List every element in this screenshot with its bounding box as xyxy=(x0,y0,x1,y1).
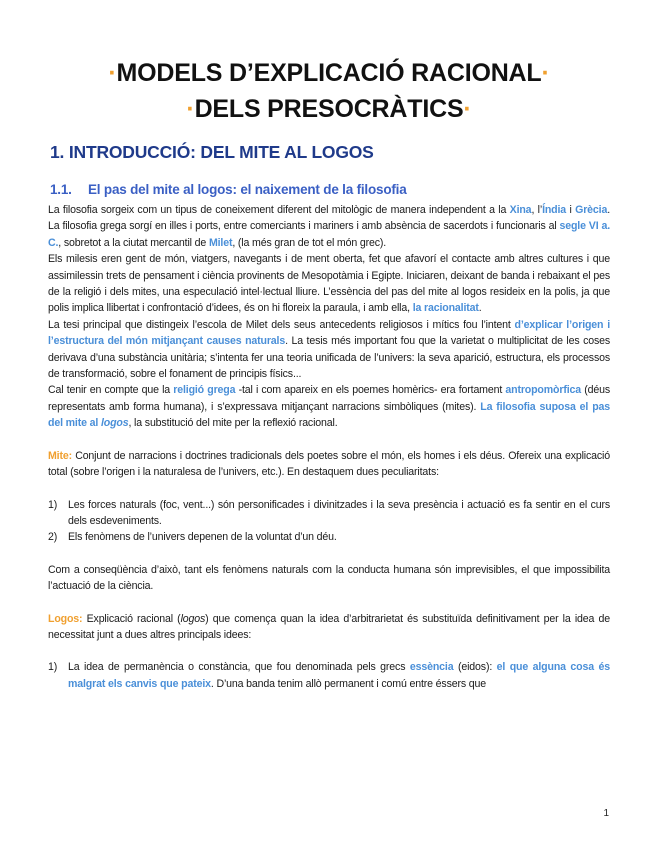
highlight-explicar: d’explicar l’origen i l’estructura del món mitjançant causes naturals xyxy=(48,318,610,348)
highlight-antropomorfica: antropomòrfica xyxy=(505,384,581,397)
text: -tal i com apareix en els poemes homèrics- era fortament xyxy=(235,384,506,397)
text: Explicació racional ( xyxy=(82,612,181,625)
subsection-title: El pas del mite al logos: el naixement de la filosofia xyxy=(88,182,407,197)
text: La idea de permanència o constància, que fou denominada pels grecs xyxy=(68,661,410,674)
section-heading: 1. INTRODUCCIÓ: DEL MITE AL LOGOS xyxy=(50,142,374,162)
title-text-1: MODELS D’EXPLICACIÓ RACIONAL xyxy=(116,59,542,87)
list-item xyxy=(48,497,610,530)
text: La filosofia suposa el pas del mite al xyxy=(48,400,610,430)
text: Cal tenir en compte que la xyxy=(48,384,174,397)
mite-label: Mite: xyxy=(48,449,72,462)
text: , (la més gran de tot el món grec). xyxy=(232,236,387,249)
mite-list xyxy=(48,497,610,546)
highlight-milet: Milet xyxy=(208,236,233,249)
text: , sobretot a la ciutat mercantil de xyxy=(58,236,209,249)
highlight-alguna-cosa: el que alguna cosa és malgrat els canvis que pateix xyxy=(68,661,610,690)
list-number: 1) xyxy=(48,498,58,511)
logos-label: Logos: xyxy=(48,612,83,625)
text: Conjunt de narracions i doctrines tradicionals dels poetes sobre el món, els homes i els déus. Ofereix una explicació total (sobre l’origen i la naturalesa de l’univers, etc.). En destaquem dues peculiaritats: xyxy=(48,449,610,479)
paragraph-origins xyxy=(48,202,610,251)
paragraph-religio xyxy=(48,382,610,431)
highlight-racionalitat: la racionalitat xyxy=(412,302,479,315)
highlight-grecia: Grècia xyxy=(575,204,608,216)
paragraph-logos xyxy=(48,611,610,644)
text: Les forces naturals (foc, vent...) són personificades i divinitzades i la seva presència i actuació es fa sentir en el curs dels esdeveniments. xyxy=(68,498,610,527)
list-item xyxy=(48,659,610,692)
text: . xyxy=(478,302,482,315)
text: La tesi principal que distingeix l’escola de Milet dels seus antecedents religiosos i mítics fou l’intent xyxy=(48,318,515,331)
body-text xyxy=(48,202,610,692)
subsection-number: 1.1. xyxy=(50,182,72,197)
logos-list xyxy=(48,659,610,692)
text: , l’ xyxy=(531,204,543,216)
paragraph-consequencia: Com a conseqüència d’això, tant els fenòmens naturals com la conducta humana són imprevisibles, el que impossibilita l’actuació de la ciència. xyxy=(48,563,610,593)
title-bullet: · xyxy=(463,95,472,123)
text: Els milesis eren gent de món, viatgers, navegants i de ment oberta, fet que afavorí el contacte amb altres cultures i que assimilessin trets de pensament i ciència provinents de Mesopotàmia i Egipte. Iniciaren, deixant de banda i rebaixant el pes de la religió i dels mites, una especulació intel·lectual lliure. L’essència del pas del mite al logos resideix en la polis, ja que polis implica llibertat i confrontació d’idees, és on hi floreix la paraula, i amb ella, xyxy=(48,253,610,315)
paragraph-mite xyxy=(48,448,610,481)
text: ) que comença quan la idea d’arbitrarietat és substituïda definitivament per la idea de necessitat junt a dues altres principals idees: xyxy=(48,612,610,641)
text: Els fenòmens de l’univers depenen de la voluntat d’un déu. xyxy=(68,531,337,544)
list-item xyxy=(48,529,610,545)
doc-title-line-2 xyxy=(48,91,610,127)
text: (eidos): xyxy=(453,661,497,674)
subsection-heading xyxy=(50,182,407,197)
text: La filosofia sorgeix com un tipus de coneixement diferent del mitològic de manera independent a la xyxy=(48,204,510,216)
text: . La filosofia grega sorgí en illes i ports, entre comerciants i mariners i amb absència de sacerdots i funcionaris al xyxy=(48,204,610,233)
highlight-religio: religió grega xyxy=(173,384,236,397)
doc-title-line-1 xyxy=(48,55,610,91)
list-number: 2) xyxy=(48,531,58,544)
page-number: 1 xyxy=(603,808,609,819)
list-number: 1) xyxy=(48,661,58,674)
highlight-xina: Xina xyxy=(509,204,532,216)
title-text-2: DELS PRESOCRÀTICS xyxy=(194,95,464,123)
highlight-essencia: essència xyxy=(409,661,454,674)
paragraph-tesi xyxy=(48,317,610,383)
title-bullet: · xyxy=(186,95,195,123)
text: (déus representats amb forma humana), i s’expressava mitjançant narracions simbòliques (mites). xyxy=(48,384,610,413)
text: , la substitució del mite per la reflexió racional. xyxy=(128,417,338,430)
paragraph-milesis xyxy=(48,251,610,317)
text-italic: logos xyxy=(180,612,206,625)
text: . D’una banda tenim allò permanent i comú entre éssers que xyxy=(210,677,486,690)
title-bullet: · xyxy=(108,59,117,87)
text: i xyxy=(566,204,576,216)
text: . La tesis més important fou que la varietat o multiplicitat de les coses derivava d’una substància unitària; s’intenta fer una teoria unificada de l’univers: la seva aparició, estructura, els processos de transformació, sobre el fonament de principis físics... xyxy=(48,335,610,381)
text-italic: logos xyxy=(100,417,129,430)
title-bullet: · xyxy=(541,59,550,87)
highlight-segle: segle VI a. C. xyxy=(48,220,610,249)
highlight-india: Índia xyxy=(542,204,567,216)
